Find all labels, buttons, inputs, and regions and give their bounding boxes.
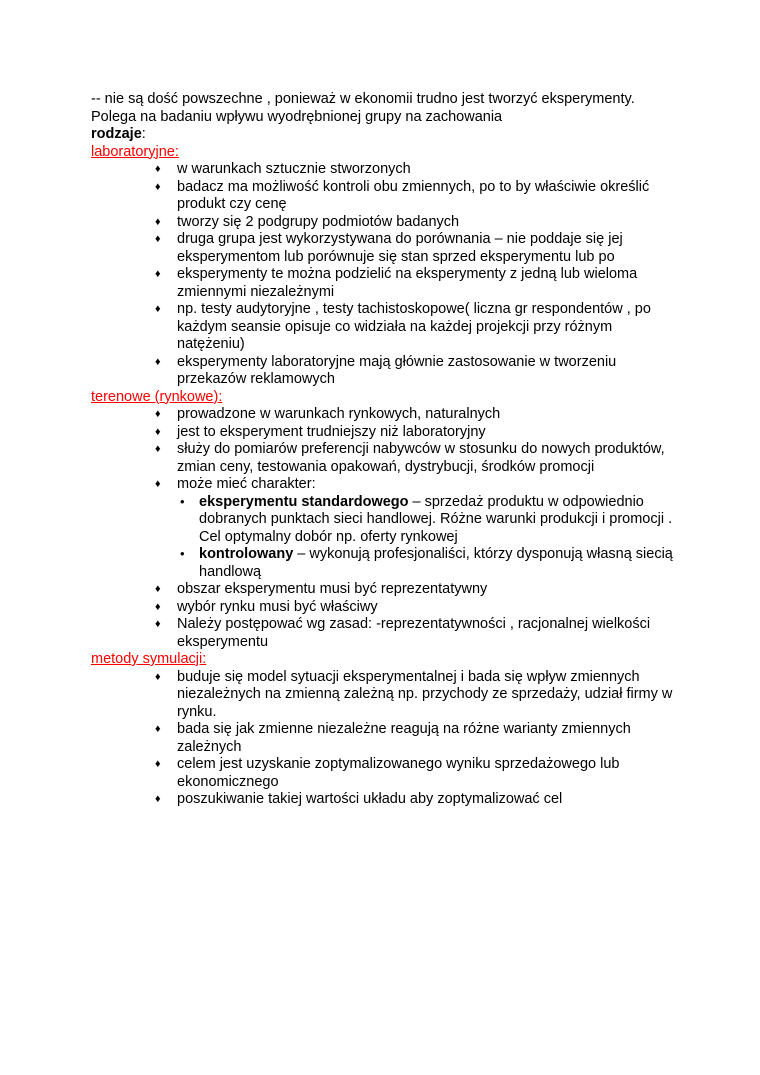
list-item: ♦ eksperymenty te można podzielić na eksperymenty z jedną lub wieloma zmiennymi niezależnymi bbox=[155, 266, 638, 300]
round-bullet-icon: • bbox=[180, 546, 185, 561]
diamond-bullet-icon: ♦ bbox=[155, 670, 161, 683]
diamond-bullet-icon: ♦ bbox=[155, 180, 161, 193]
round-bullet-icon: • bbox=[180, 493, 185, 509]
list-item: ♦ np. testy audytoryjne , testy tachistoskopowe( liczna gr respondentów , po każdym seansie opisuje co widziała na każdej projekcji przy różnym natężeniu) bbox=[155, 301, 651, 352]
list-item: ♦ celem jest uzyskanie zoptymalizowanego wyniku sprzedażowego lub ekonomicznego bbox=[155, 756, 620, 790]
section-heading-laboratoryjne: laboratoryjne: bbox=[91, 143, 179, 160]
sublist-item: • eksperymentu standardowego – sprzedaż produktu w odpowiednio dobranych punktach sieci handlowej. Różne warunki produkcji i promocji . Cel optymalny dobór np. oferty rynkowej bbox=[180, 493, 673, 545]
diamond-bullet-icon: ♦ bbox=[155, 425, 161, 438]
diamond-bullet-icon: ♦ bbox=[155, 303, 161, 315]
list-item: ♦ tworzy się 2 podgrupy podmiotów badanych bbox=[155, 213, 460, 230]
diamond-bullet-icon: ♦ bbox=[155, 618, 161, 630]
list-item: ♦ obszar eksperymentu musi być reprezentatywny bbox=[155, 581, 488, 597]
list-item: ♦ wybór rynku musi być właściwy bbox=[155, 598, 378, 615]
list-item: ♦ druga grupa jest wykorzystywana do porównania – nie poddaje się jej eksperymentom lub porównuje się stan sprzed eksperymentu lub po bbox=[155, 231, 623, 265]
sublist-item: • kontrolowany – wykonują profesjonaliści, którzy dysponują własną siecią handlową bbox=[180, 546, 673, 580]
diamond-bullet-icon: ♦ bbox=[155, 355, 161, 368]
diamond-bullet-icon: ♦ bbox=[155, 723, 161, 735]
diamond-bullet-icon: ♦ bbox=[155, 215, 161, 228]
list-metody-symulacji bbox=[91, 669, 681, 809]
rodzaje-label: rodzaje bbox=[91, 126, 142, 142]
list-item: ♦ w warunkach sztucznie stworzonych bbox=[155, 161, 411, 177]
list-item: ♦ Należy postępować wg zasad: -reprezentatywności , racjonalnej wielkości eksperymentu bbox=[155, 616, 651, 650]
list-item: ♦ może mieć charakter: • eksperymentu standardowego – sprzedaż produktu w odpowiednio dobranych punktach sieci handlowej. Różne warunki produkcji i promocji . Cel optymalny dobór np. oferty rynkowej • kontrolowany – wykonują profesjonaliści, którzy dysponują własną siecią handlową bbox=[91, 476, 681, 581]
section-heading-terenowe: terenowe (rynkowe): bbox=[91, 388, 223, 405]
document-page bbox=[91, 91, 681, 809]
list-item: ♦ buduje się model sytuacji eksperymentalnej i bada się wpływ zmiennych niezależnych na zmienną zależną np. przychody ze sprzedaży, udział firmy w rynku. bbox=[155, 668, 673, 720]
diamond-bullet-icon: ♦ bbox=[155, 600, 161, 613]
sublist-charakter bbox=[177, 494, 681, 582]
list-item: ♦ eksperymenty laboratoryjne mają głównie zastosowanie w tworzeniu przekazów reklamowych bbox=[155, 353, 617, 387]
diamond-bullet-icon: ♦ bbox=[155, 478, 161, 490]
section-heading-metody-symulacji: metody symulacji: bbox=[91, 651, 207, 667]
diamond-bullet-icon: ♦ bbox=[155, 758, 161, 770]
diamond-bullet-icon: ♦ bbox=[155, 268, 161, 280]
list-item: ♦ badacz ma możliwość kontroli obu zmiennych, po to by właściwie określić produkt czy cenę bbox=[155, 178, 650, 212]
list-item: ♦ służy do pomiarów preferencji nabywców w stosunku do nowych produktów, zmian ceny, testowania opakowań, dystrybucji, środków promocji bbox=[155, 441, 665, 475]
diamond-bullet-icon: ♦ bbox=[155, 443, 161, 455]
list-item: ♦ poszukiwanie takiej wartości układu aby zoptymalizować cel bbox=[155, 791, 563, 807]
list-laboratoryjne bbox=[91, 161, 681, 389]
diamond-bullet-icon: ♦ bbox=[155, 233, 161, 245]
diamond-bullet-icon: ♦ bbox=[155, 408, 161, 420]
list-item: ♦ bada się jak zmienne niezależne reagują na różne warianty zmiennych zależnych bbox=[155, 721, 631, 755]
diamond-bullet-icon: ♦ bbox=[155, 793, 161, 805]
list-terenowe bbox=[91, 406, 681, 651]
list-item: ♦ prowadzone w warunkach rynkowych, naturalnych bbox=[155, 406, 501, 422]
diamond-bullet-icon: ♦ bbox=[155, 583, 161, 595]
list-item: ♦ jest to eksperyment trudniejszy niż laboratoryjny bbox=[155, 423, 486, 440]
diamond-bullet-icon: ♦ bbox=[155, 163, 161, 175]
intro-paragraph: -- nie są dość powszechne , ponieważ w ekonomii trudno jest tworzyć eksperymenty. Polega na badaniu wpływu wyodrębnionej grupy na zachowania rodzaje: bbox=[91, 91, 635, 142]
